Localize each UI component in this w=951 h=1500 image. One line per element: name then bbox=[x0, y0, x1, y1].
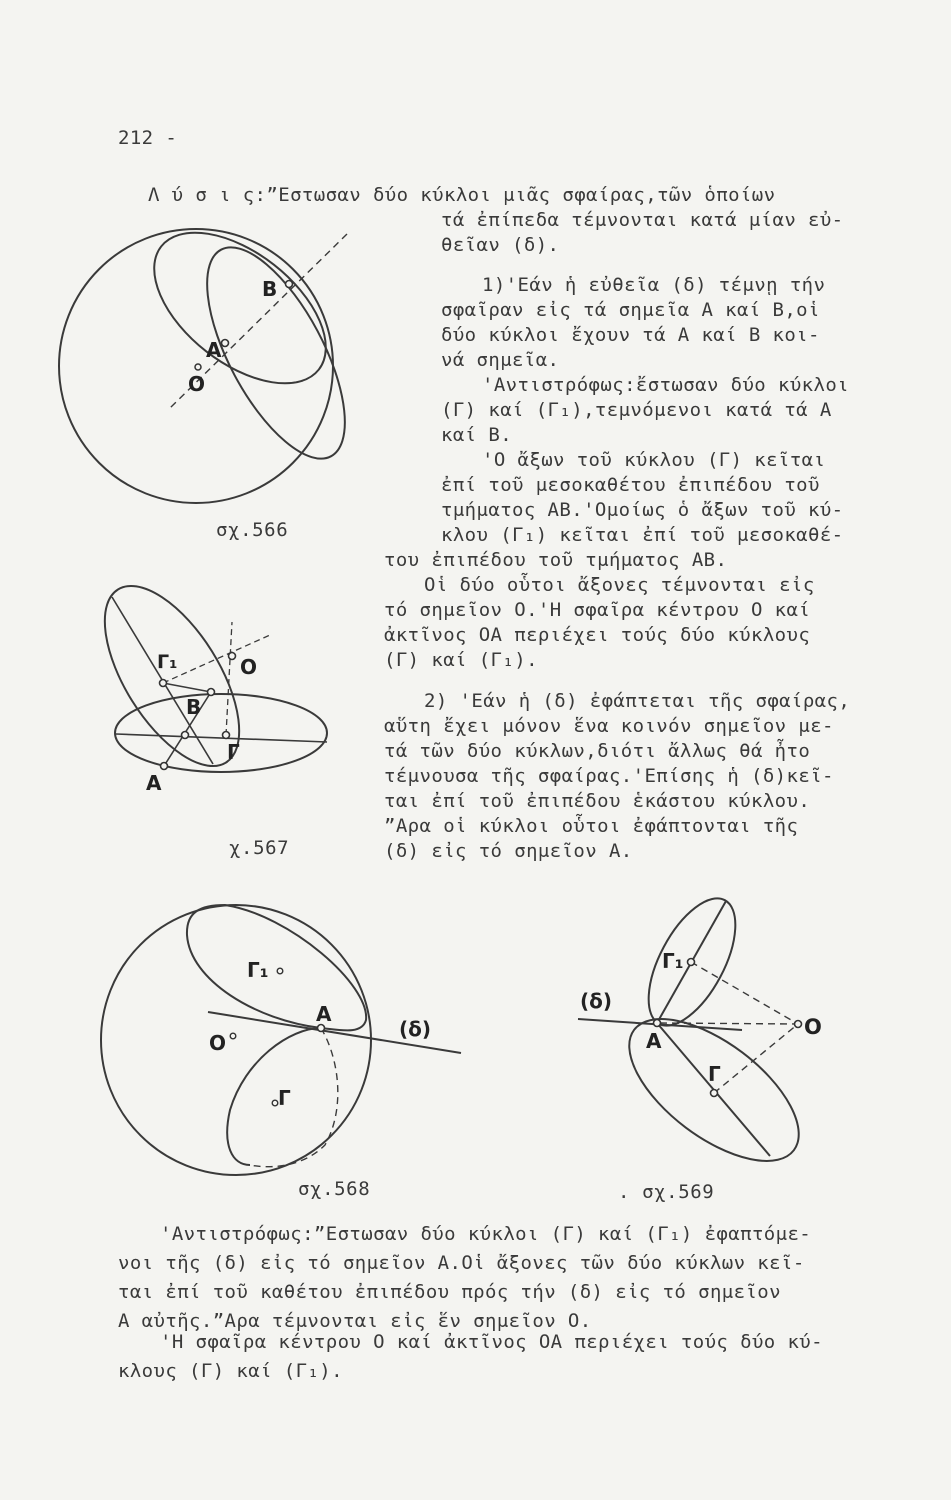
label-b: B bbox=[262, 277, 278, 301]
text-line: θεῖαν (δ). bbox=[441, 234, 560, 256]
text-line: τέμνουσα τῆς σφαίρας.'Επίσης ἡ (δ)κεῖ- bbox=[384, 765, 834, 787]
text-line: κλου (Γ₁) κεῖται ἐπί τοῦ μεσοκαθέ- bbox=[441, 524, 844, 546]
text-line: τά ἐπίπεδα τέμνονται κατά μίαν εὐ- bbox=[441, 209, 844, 231]
label-g: Γ bbox=[278, 1086, 291, 1110]
label-b: B bbox=[186, 695, 202, 719]
label-d: (δ) bbox=[580, 989, 613, 1013]
label-g1: Γ₁ bbox=[662, 949, 684, 973]
text-line: 'Ο ἄξων τοῦ κύκλου (Γ) κεῖται bbox=[482, 449, 826, 471]
figure-caption: χ.567 bbox=[229, 837, 290, 859]
text-line: ”Αρα οἱ κύκλοι οὗτοι ἐφάπτονται τῆς bbox=[384, 815, 799, 837]
label-a: A bbox=[316, 1002, 332, 1026]
label-a: A bbox=[146, 771, 162, 795]
text-line: 1)'Εάν ἡ εὐθεῖα (δ) τέμνῃ τήν bbox=[482, 274, 826, 296]
figure-caption: σχ.568 bbox=[298, 1178, 371, 1200]
text-line: 'Αντιστρόφως:”Εστωσαν δύο κύκλοι (Γ) καί (Γ₁) ἐφαπτόμε- bbox=[160, 1223, 812, 1245]
text-line: τά τῶν δύο κύκλων,διότι ἄλλως θά ἦτο bbox=[384, 740, 811, 762]
text-line: ἀκτῖνος ΟΑ περιέχει τούς δύο κύκλους bbox=[384, 624, 811, 646]
text-line: 'Η σφαῖρα κέντρου Ο καί ἀκτῖνος ΟΑ περιέχει τούς δύο κύ- bbox=[160, 1331, 823, 1353]
label-g1: Γ₁ bbox=[157, 651, 178, 673]
axis-g bbox=[714, 1024, 798, 1093]
page-number: 212 - bbox=[118, 127, 178, 149]
label-d: (δ) bbox=[399, 1017, 432, 1041]
radius-oa bbox=[660, 1023, 798, 1024]
text-line: Α αὐτῆς.”Αρα τέμνονται εἰς ἕν σημεῖον Ο. bbox=[118, 1310, 592, 1332]
point-g1 bbox=[688, 959, 695, 966]
point-a bbox=[654, 1020, 661, 1027]
axis-g1 bbox=[691, 962, 798, 1024]
text-line: ται ἐπί τοῦ ἐπιπέδου ἑκάστου κύκλου. bbox=[384, 790, 811, 812]
label-o: O bbox=[240, 655, 258, 679]
label-g: Γ bbox=[227, 740, 240, 764]
text-line: δύο κύκλοι ἔχουν τά Α καί Β κοι- bbox=[441, 324, 820, 346]
label-o: O bbox=[188, 372, 206, 396]
label-g: Γ bbox=[708, 1062, 721, 1086]
label-a: A bbox=[646, 1029, 662, 1053]
point-o bbox=[795, 1021, 802, 1028]
text-line: του ἐπιπέδου τοῦ τμήματος ΑΒ. bbox=[384, 549, 728, 571]
text-line: καί Β. bbox=[441, 424, 513, 446]
text-line: Λ ύ σ ι ς:”Εστωσαν δύο κύκλοι μιᾶς σφαίρας,τῶν ὁποίων bbox=[148, 184, 776, 206]
text-line: σφαῖραν εἰς τά σημεῖα Α καί Β,οἱ bbox=[441, 299, 820, 321]
text-line: Οἱ δύο οὗτοι ἄξονες τέμνονται εἰς bbox=[424, 574, 815, 596]
text-line: (Γ) καί (Γ₁),τεμνόμενοι κατά τά Α bbox=[441, 399, 832, 421]
text-line: αὕτη ἔχει μόνον ἕνα κοινόν σημεῖον με- bbox=[384, 715, 834, 737]
label-o: O bbox=[209, 1031, 227, 1055]
text-line: 'Αντιστρόφως:ἔστωσαν δύο κύκλοι bbox=[482, 374, 850, 396]
figure-caption: σχ.566 bbox=[216, 519, 289, 541]
text-line: 2) 'Εάν ἡ (δ) ἐφάπτεται τῆς σφαίρας, bbox=[424, 690, 851, 712]
text-line: τμήματος ΑΒ.'Ομοίως ὁ ἄξων τοῦ κύ- bbox=[441, 499, 844, 521]
text-line: νά σημεῖα. bbox=[441, 349, 560, 371]
text-line: νοι τῆς (δ) εἰς τό σημεῖον Α.Οἱ ἄξονες τῶν δύο κύκλων κεῖ- bbox=[118, 1252, 805, 1274]
label-a: A bbox=[206, 338, 222, 362]
text-line: τό σημεῖον Ο.'Η σφαῖρα κέντρου Ο καί bbox=[384, 599, 811, 621]
point-g bbox=[711, 1090, 718, 1097]
text-line: (Γ) καί (Γ₁). bbox=[384, 649, 538, 671]
text-line: ται ἐπί τοῦ καθέτου ἐπιπέδου πρός τήν (δ) εἰς τό σημεῖον bbox=[118, 1281, 781, 1303]
label-g1: Γ₁ bbox=[247, 958, 269, 982]
text-line: ἐπί τοῦ μεσοκαθέτου ἐπιπέδου τοῦ bbox=[441, 474, 820, 496]
text-line: κλους (Γ) καί (Γ₁). bbox=[118, 1360, 343, 1382]
label-o: O bbox=[804, 1015, 822, 1039]
figure-caption: . σχ.569 bbox=[618, 1181, 715, 1203]
text-line: (δ) εἰς τό σημεῖον Α. bbox=[384, 840, 633, 862]
